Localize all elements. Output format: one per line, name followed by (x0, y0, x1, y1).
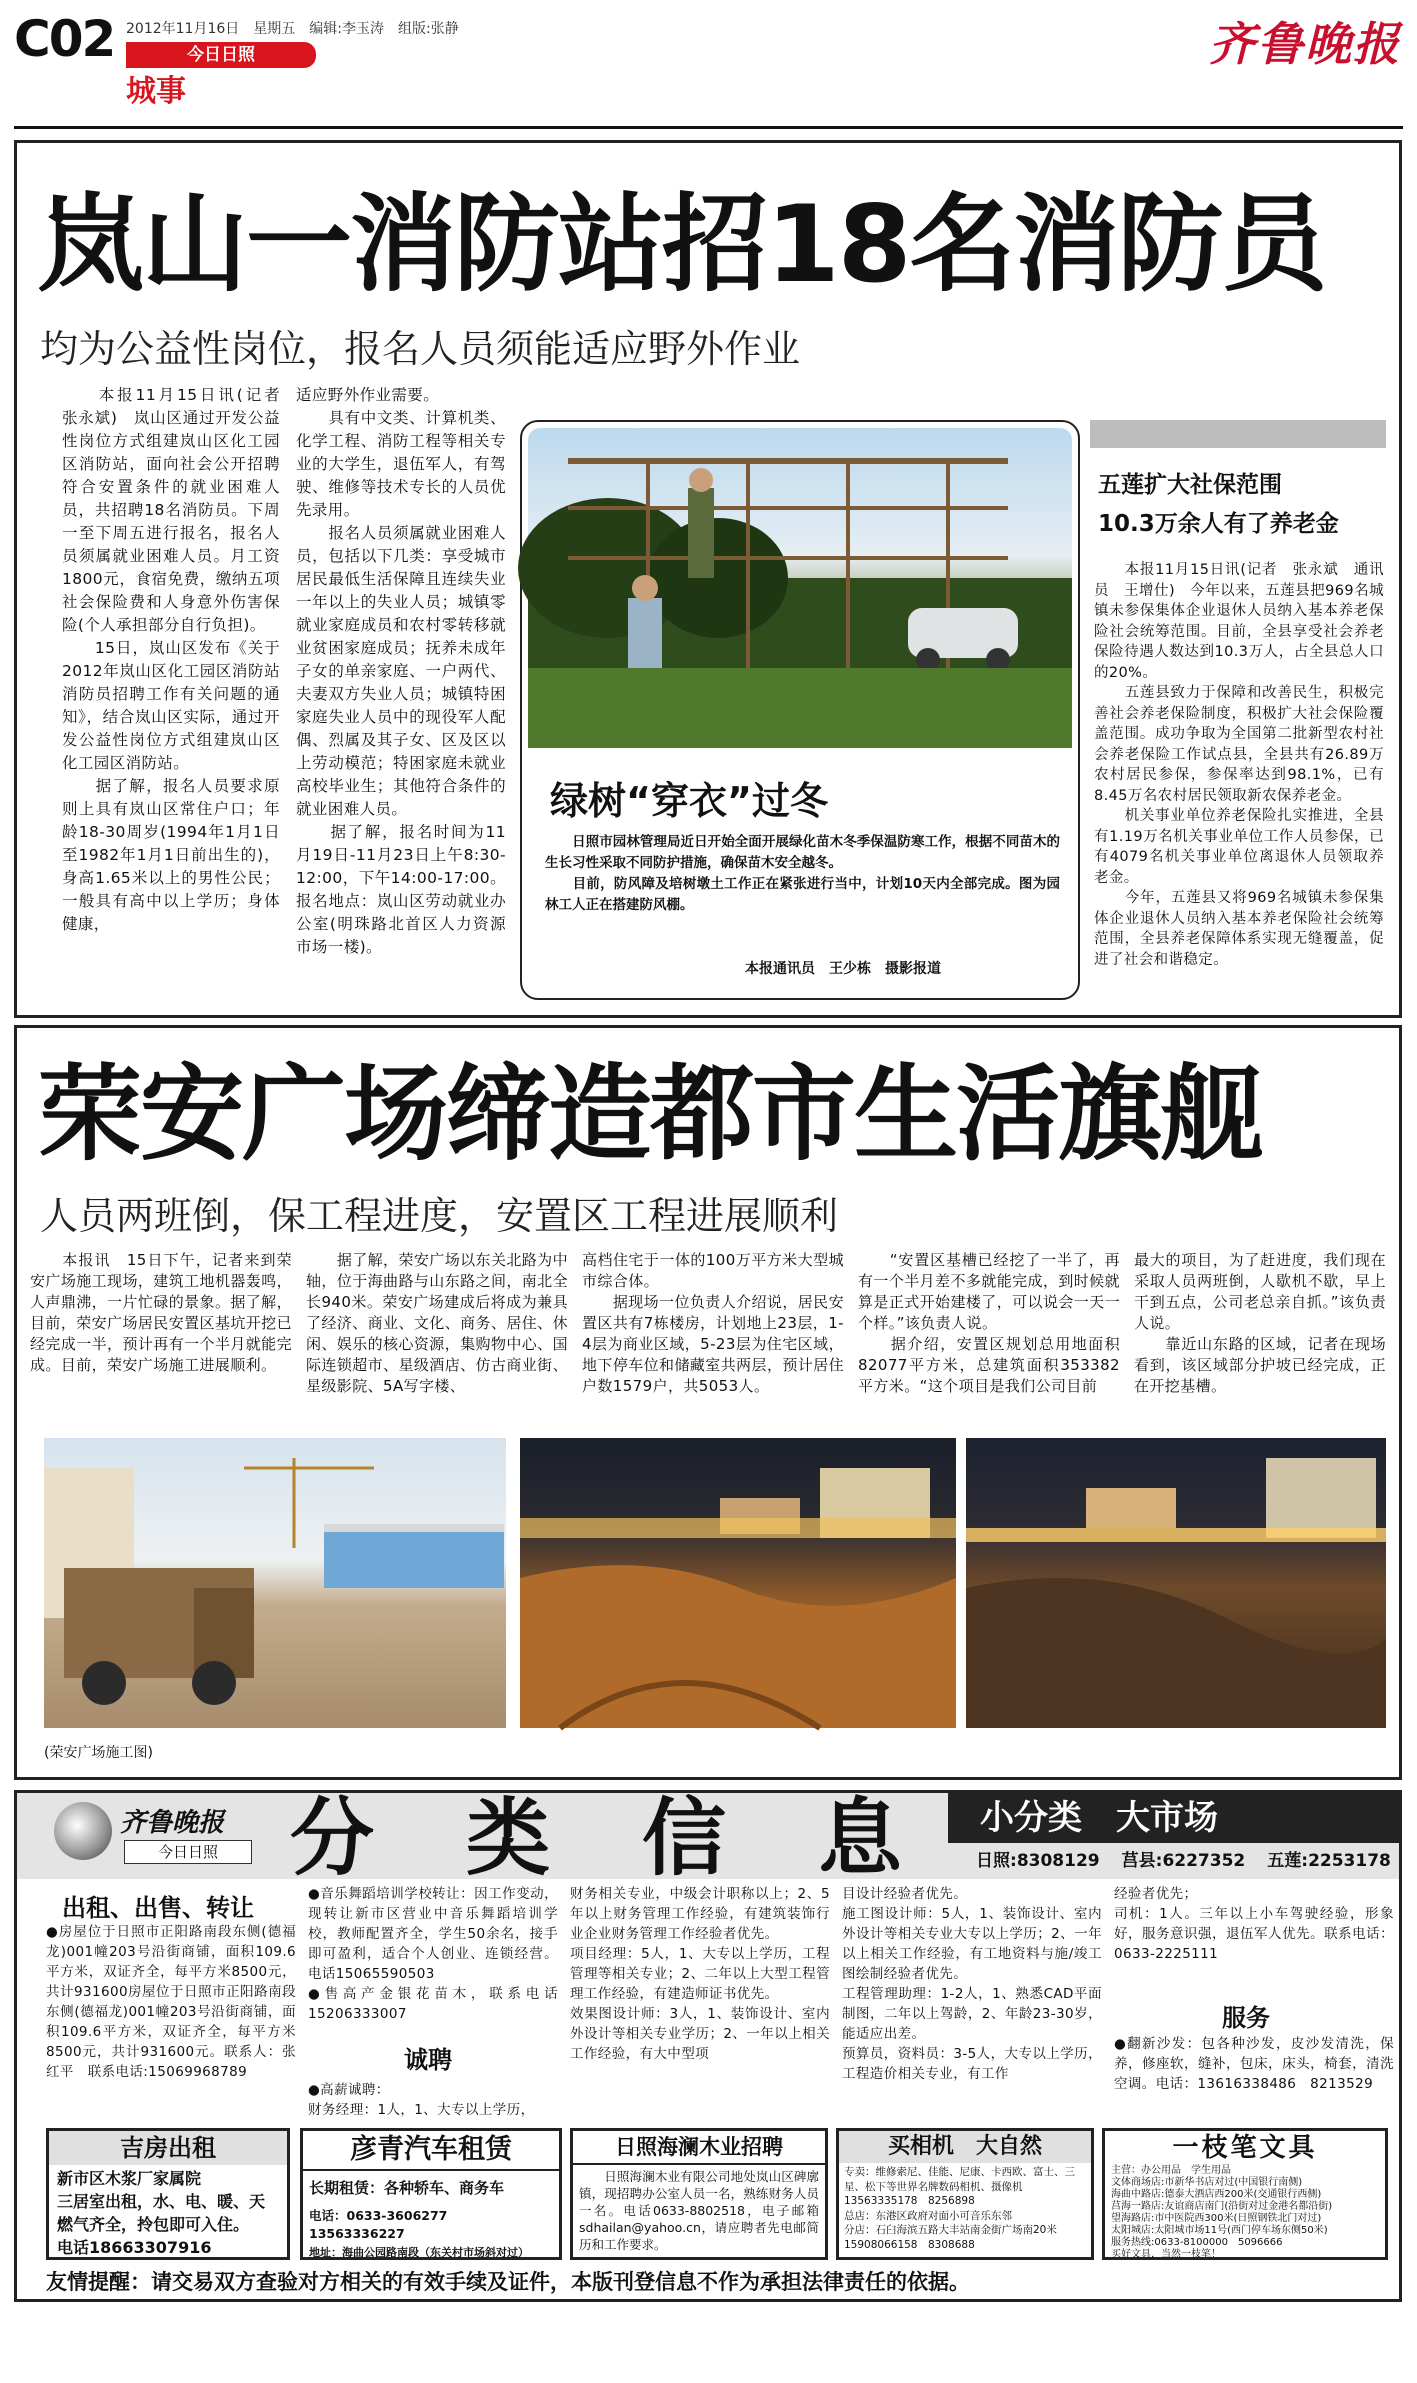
photo1-image (528, 428, 1072, 748)
story3-col3: 高档住宅于一体的100万平方米大型城市综合体。 据现场一位负责人介绍说，居民安置区共有7栋楼房，计划地上23层，1-4层为商业区域，5-23层为住宅区域，地下停车位和储藏室共两层，预计居住户数1579户，共5053人。 (582, 1251, 844, 1395)
classified-rent-text: ●房屋位于日照市正阳路南段东侧(德福龙)001幢203号沿街商铺，面积109.6平方米，双证齐全，每平方米8500元，共计931600房屋位于日照市正阳路南段东侧(德福龙)001幢203号沿街商铺，面积109.6平方米，双证齐全，每平方米8500元，共计931600元。联系人：张红平 联系电话:15069968789 (46, 1924, 296, 2080)
story2-body: 本报11月15日讯(记者 张永斌 通讯员 王增仕) 今年以来，五莲县把969名城镇未参保集体企业退休人员纳入基本养老保险社会统筹范围。目前，全县享受社会养老保险待遇人数达到10.3万人，占全县总人口的20%。 五莲县致力于保障和改善民生，积极完善社会养老保险制度，积极扩大社会保险覆盖范围。成功争取为全国第二批新型农村社会养老保险工作试点县，全县共有26.89万农村居民参保，参保率达到98.1%，已有8.45万名农村居民领取新农保养老金。 机关事业单位养老保险扎实推进，全县有1.19万名机关事业单位工作人员参保，已有4079名机关事业单位离退休人员领取养老金。 今年，五莲县又将969名城镇未参保集体企业退休人员纳入基本养老保险社会统筹范围，全县养老保障体系实现无缝覆盖，促进了社会和谐稳定。 (1094, 562, 1384, 968)
ad-camera-body: 专卖：维修索尼、佳能、尼康、卡西欧、富士、三星、松下等世界名牌数码相机、摄像机 13563335178 8256898 总店：东港区政府对面小可音乐东邻 分店：石臼海滨五路大丰站南金街广场南20米 15908066158 8308688 (844, 2166, 1075, 2251)
photo1-scene (528, 428, 1072, 748)
classified-recruit-intro: ●高薪诚聘： 财务经理：1人，1、大专以上学历， (308, 2082, 535, 2118)
site-photo-3-scene (966, 1438, 1386, 1728)
site-photo-2 (520, 1438, 956, 1728)
ad-car-title: 彦青汽车租赁 (303, 2131, 559, 2171)
story3-subhead: 人员两班倒，保工程进度，安置区工程进展顺利 (40, 1194, 839, 1238)
phone-rizhao: 日照:8308129 (976, 1851, 1100, 1871)
ad-stationery-body: 主营：办公用品 学生用品 文体商场店:市新华书店对过(中国银行南侧) 海曲中路店:德泰大酒店西200米(交通银行西侧) 莒海一路店:友谊商店南门(沿街对过金港名都沿街) 望海路店:市中医院西300米(日照钢铁北门对过) 太阳城店:太阳城市场11号(西门停车场东侧50米) 服务热线:0633-8100000 5096666 买好文具，当然一枝笔！ (1111, 2165, 1333, 2260)
ad-car-rental (300, 2128, 562, 2260)
newspaper-logo: 齐鲁晚报 (1209, 17, 1401, 71)
story1-headline: 岚山一消防站招18名消防员 (38, 183, 1326, 306)
sec-service-heading: 服务 (1222, 2004, 1270, 2032)
classified-logo-sub: 今日日照 (124, 1840, 252, 1864)
classified-col5-text: 经验者优先； 司机：1人。三年以上小车驾驶经验，形象好，服务意识强，退伍军人优先。联系电话：0633-2225111 (1114, 1886, 1394, 1962)
ad-stationery (1102, 2128, 1388, 2260)
classified-big-title: 分 类 信 息 (290, 1789, 907, 1887)
ad-car-line1: 长期租赁：各种轿车、商务车 (309, 2179, 505, 2197)
ad-hailan-recruit (570, 2128, 828, 2260)
classified-right-title: 小分类 大市场 (980, 1798, 1218, 1838)
site-photo-3 (966, 1438, 1386, 1728)
classified-logo-title: 齐鲁晚报 (120, 1808, 225, 1838)
story3-headline: 荣安广场缔造都市生活旗舰 (38, 1053, 1263, 1175)
ad-hailan-body: 日照海澜木业有限公司地处岚山区碑廓镇，现招聘办公室人员一名，熟练财务人员一名。电话0633-8802518，电子邮箱sdhailan@yahoo.cn，请应聘者先电邮简历和工作要求。 (579, 2169, 819, 2252)
classified-col4-text: 目设计经验者优先。 施工图设计师：5人，1、装饰设计、室内外设计等相关专业大专以上学历；2、一年以上相关工作经验，有工地资料与施/竣工图绘制经验者优先。 工程管理助理：1-2人，1、熟悉CAD平面制图，二年以上驾龄，2、年龄23-30岁，能适应出差。 预算员，资料员：3-5人，大专以上学历，工程造价相关专业，有工作 (842, 1886, 1102, 2082)
photo1-caption-text: 日照市园林管理局近日开始全面开展绿化苗木冬季保温防寒工作，根据不同苗木的生长习性采取不同防护措施，确保苗木安全越冬。 目前，防风障及培树墩土工作正在紧张进行当中，计划10天内全部完成。图为园林工人正在搭建防风棚。 (545, 834, 1060, 913)
story2-tab (1090, 420, 1386, 448)
photo1-credit: 本报通讯员 王少栋 摄影报道 (745, 961, 941, 977)
phone-wulian: 五莲:2253178 (1267, 1851, 1391, 1871)
story2-headline1: 五莲扩大社保范围 (1098, 472, 1282, 498)
sec-rent-heading: 出租、出售、转让 (62, 1894, 254, 1922)
photo1-caption-title: 绿树“穿衣”过冬 (550, 779, 828, 823)
sec-recruit-heading: 诚聘 (404, 2046, 452, 2074)
header-meta: 2012年11月16日 星期五 编辑:李玉涛 组版:张静 (126, 21, 459, 37)
story2-headline2: 10.3万余人有了养老金 (1098, 511, 1339, 537)
classified-logo-circle (54, 1802, 112, 1860)
story1-col2: 适应野外作业需要。 具有中文类、计算机类、化学工程、消防工程等相关专业的大学生，退伍军人，有驾驶、维修等技术专长的人员优先录用。 报名人员须属就业困难人员，包括以下几类：享受城市居民最低生活保障且连续失业一年以上的失业人员；城镇零就业家庭成员和农村零转移就业贫困家庭成员；抚养未成年子女的单亲家庭、一户两代、夫妻双方失业人员；城镇特困家庭失业人员中的现役军人配偶、烈属及其子女、区及区以上劳动模范；特困家庭未就业高校毕业生；其他符合条件的就业困难人员。 据了解，报名时间为11月19日-11月23日上午8:30-12:00，下午14:00-17:00。报名地点：岚山区劳动就业办公室(明珠路北首区人力资源市场一楼)。 (296, 386, 506, 956)
phone-juxian: 莒县:6227352 (1121, 1851, 1246, 1871)
classified-col3-text: 财务相关专业，中级会计职称以上；2、5年以上财务管理工作经验，有建筑装饰行业企业财务管理工作经验者优先。 项目经理：5人，1、大专以上学历，工程管理等相关专业；2、二年以上大型工程管理工作经验，有建造师证书优先。 效果图设计师：3人，1、装饰设计、室内外设计等相关专业学历；2、一年以上相关工作经验，有大中型项 (570, 1886, 830, 2062)
ad-hailan-title: 日照海澜木业招聘 (573, 2131, 825, 2165)
story1-col1: 本报11月15日讯(记者 张永斌) 岚山区通过开发公益性岗位方式组建岚山区化工园区消防站，面向社会公开招聘符合安置条件的就业困难人员，共招聘18名消防员。下周一至下周五进行报名，报名人员须属就业困难人员。月工资1800元，食宿免费，缴纳五项社会保险费和人身意外伤害保险(个人承担部分自行负担)。 15日，岚山区发布《关于2012年岚山区化工园区消防站消防员招聘工作有关问题的通知》，结合岚山区实际，通过开发公益性岗位方式组建岚山区化工园区消防站。 据了解，报名人员要求原则上具有岚山区常住户口；年龄18-30周岁(1994年1月1日至1982年1月1日前出生的)，身高1.65米以上的男性公民；一般具有高中以上学历；身体健康， (62, 386, 280, 933)
ad-house-title: 吉房出租 (49, 2131, 287, 2165)
story1-subhead: 均为公益性岗位，报名人员须能适应野外作业 (40, 327, 801, 371)
story3-col2: 据了解，荣安广场以东关北路为中轴，位于海曲路与山东路之间，南北全长940米。荣安广场建成后将成为兼具了经济、商业、文化、商务、居住、休闲、娱乐的核心资源，集购物中心、国际连锁超市、星级酒店、仿古商业街、星级影院、5A写字楼、 (306, 1251, 568, 1395)
ad-car-line2: 电话：0633-3606277 13563336227 (309, 2208, 460, 2241)
classified-service-text: ●翻新沙发：包各种沙发，皮沙发清洗，保养，修座软，缝补，包床，床头，椅套，清洗空调。电话：13616338486 8213529 (1114, 2036, 1394, 2092)
classified-col2-text: ●音乐舞蹈培训学校转让：因工作变动，现转让新市区营业中音乐舞蹈培训学校，教师配置齐全，学生50余名，接手即可盈利，适合个人创业、连锁经营。电话15065590503 ●售高产金银花苗木，联系电话15206333007 (308, 1886, 558, 2022)
site-photo-2-scene (520, 1438, 956, 1728)
classified-footer: 友情提醒：请交易双方查验对方相关的有效手续及证件，本版刊登信息不作为承担法律责任的依据。 (46, 2270, 970, 2294)
edition-tag: 今日日照 (126, 42, 316, 68)
ad-house-body: 新市区木浆厂家属院 三居室出租，水、电、暖、天 燃气齐全，拎包即可入住。 电话18663307916 (57, 2169, 266, 2257)
phone-list (976, 1848, 1391, 1874)
story3-caption: (荣安广场施工图) (44, 1745, 153, 1761)
site-photo-1-scene (44, 1438, 506, 1728)
ad-camera-title: 买相机 大自然 (839, 2131, 1091, 2163)
story3-col1: 本报讯 15日下午，记者来到荣安广场施工现场，建筑工地机器轰鸣，人声鼎沸，一片忙碌的景象。据了解，目前，荣安广场居民安置区基坑开挖已经完成一半，预计再有一个半月就能完成。目前，荣安广场施工进展顺利。 (30, 1251, 292, 1374)
ad-car-line3: 地址：海曲公园路南段（东关村市场斜对过） (309, 2246, 529, 2259)
ad-stationery-title: 一枝笔文具 (1172, 2133, 1318, 2163)
header-rule (14, 126, 1403, 129)
ad-house-rental (46, 2128, 290, 2260)
section-name: 城事 (126, 74, 186, 109)
site-photo-1 (44, 1438, 506, 1728)
ad-camera (836, 2128, 1094, 2260)
story3-col4: “安置区基槽已经挖了一半了，再有一个半月差不多就能完成，到时候就算是正式开始建楼了，可以说会一天一个样。”该负责人说。 据介绍，安置区规划总用地面积82077平方米，总建筑面积353382平方米。“这个项目是我们公司目前 (858, 1251, 1120, 1395)
page-code: C02 (14, 10, 115, 68)
story3-col5: 最大的项目，为了赶进度，我们现在采取人员两班倒，人歇机不歇，早上干到五点，公司老总亲自抓。”该负责人说。 靠近山东路的区域，记者在现场看到，该区域部分护坡已经完成，正在开挖基槽。 (1134, 1251, 1386, 1395)
